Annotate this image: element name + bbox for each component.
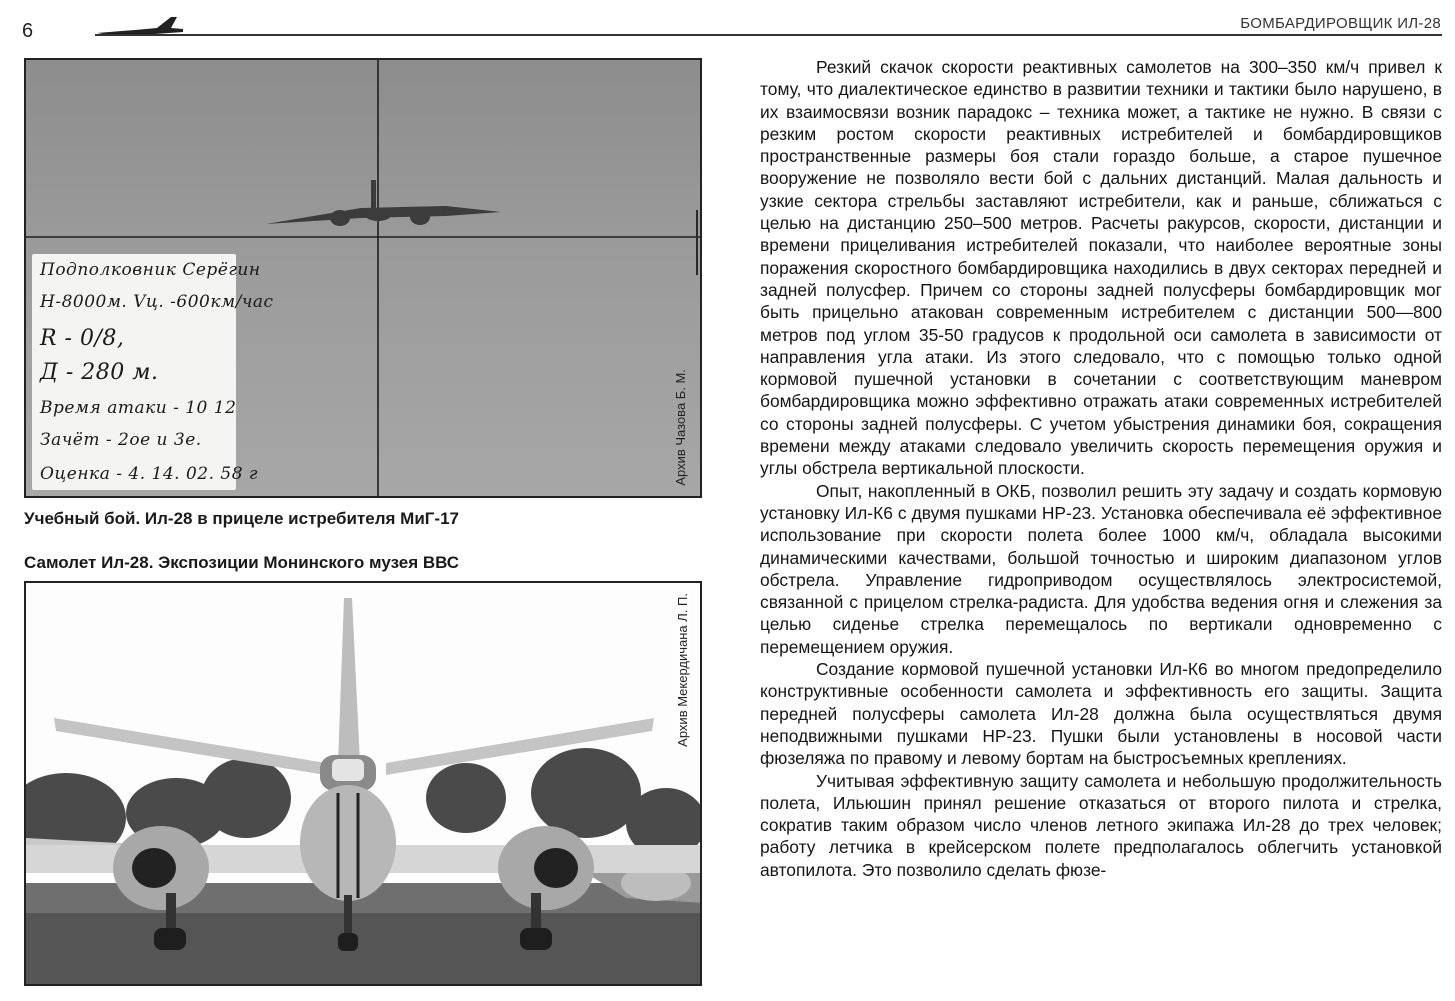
gunsight-photo — [24, 58, 702, 498]
page-number: 6 — [22, 20, 34, 42]
scorecard-pilot: Подполковник Серёгин — [40, 260, 261, 280]
scorecard-attack-time: Время атаки - 10 12 — [40, 398, 237, 418]
figure-caption: Учебный бой. Ил-28 в прицеле истребителя МиГ-17 — [24, 509, 460, 528]
gunsight-scorecard — [32, 254, 274, 490]
museum-photo — [24, 581, 702, 986]
running-head: БОМБАРДИРОВЩИК ИЛ-28 — [1240, 15, 1441, 32]
paragraph: Опыт, накопленный в ОКБ, позволил решить эту задачу и создать кормовую установку Ил-К6 с двумя пушками НР-23. Установка обеспечивала её эффективное использование при скорости полета более 1000 км/ч, обладала высокими динамическими качествами, большой точностью и широким диапазоном углов обстрела. Управление гидроприводом осуществлялось электросистемой, связанной с прицелом стрелка-радиста. Для удобства ведения огня и слежения за целью сиденье стрелка перемещалось по вертикали одновременно с перемещением оружия. — [760, 480, 1442, 657]
scorecard-distance: Д - 280 м. — [40, 360, 159, 385]
figure-caption: Самолет Ил-28. Экспозиции Монинского музея ВВС — [24, 553, 460, 572]
paragraph: Резкий скачок скорости реактивных самолетов на 300–350 км/ч привел к тому, что диалектическое единство в развитии техники и тактики было нарушено, в их взаимосвязи возник парадокс – техника может, а тактике не нужно. В связи с резким ростом скорости реактивных истребителей и бомбардировщиков пространственные размеры боя стали гораздо больше, а старое пушечное вооружение не позволяло вести бой с дальних дистанций. Малая дальность и узкие сектора стрельбы заставляют истребители, как и раньше, сближаться с целью на дистанцию 250–500 метров. Расчеты ракурсов, скорости, дистанции и времени прицеливания истребителей показали, что наиболее вероятные зоны поражения скоростного бомбардировщика находились в двух секторах передней и задней полусфер. Причем со стороны задней полусферы бомбардировщик мог быть прицельно атакован современным истребителем с дистанции 500—800 метров под углом 35-50 градусов к продольной оси самолета в зависимости от направления угла атаки. Из этого следовало, что с помощью только одной кормовой пушечной установки в сочетании с соответствующим маневром бомбардировщика можно эффективно отражать атаки современных истребителей со стороны задней полусферы. С учетом убыстрения динамики боя, сокращения времени между атаками следовало увеличить скорость перемещения оружия и углы обстрела вертикальной плоскости. — [760, 57, 1442, 479]
header-rule — [95, 34, 1442, 36]
il28-target-silhouette — [266, 180, 501, 226]
paragraph: Создание кормовой пушечной установки Ил-К6 во многом предопределило конструктивные особенности самолета и эффективность его защиты. Защита передней полусферы самолета Ил-28 должна была осуществляться двумя неподвижными пушками НР-23. Пушки были установлены в носовой части фюзеляжа по правому и левому бортам на быстросъемных креплениях. — [760, 659, 1442, 769]
scorecard-credit: Зачёт - 2ое и 3е. — [40, 430, 202, 450]
scorecard-range: R - 0/8, — [40, 326, 125, 351]
paragraph: Учитывая эффективную защиту самолета и небольшую продолжительность полета, Ильюшин принял решение отказаться от второго пилота и стрелка, сократив таким образом число членов летного экипажа Ил-28 до трех человек; работу летчика в крейсерском полете предполагалось облегчить установкой автопилота. Это позволило сделать фюзе- — [760, 770, 1442, 880]
museum-scene — [26, 583, 702, 986]
scorecard-altitude-speed: Н-8000м. Vц. -600км/час — [40, 292, 274, 312]
article-body — [760, 56, 1442, 881]
photo-credit: Архив Чазова Б. М. — [673, 369, 688, 486]
scorecard-grade-date: Оценка - 4. 14. 02. 58 г — [40, 464, 259, 484]
photo-credit: Архив Мекердичана Л. П. — [675, 593, 690, 747]
